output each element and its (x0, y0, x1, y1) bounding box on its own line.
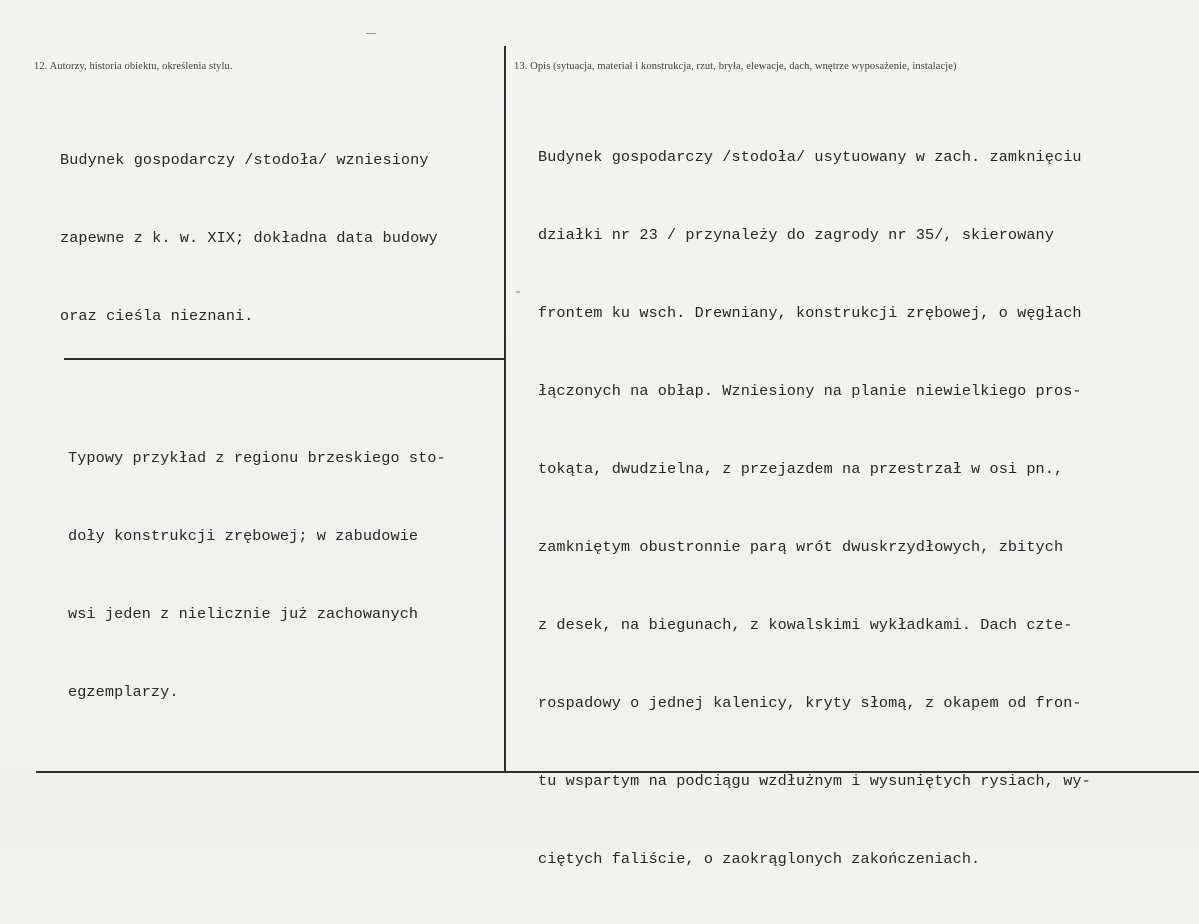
pencil-mark (516, 291, 520, 293)
style-text (68, 393, 446, 757)
authors-line: Budynek gospodarczy /stodoła/ wzniesiony (60, 151, 429, 169)
top-mark (366, 33, 376, 34)
style-line: doły konstrukcji zrębowej; w zabudowie (68, 527, 419, 545)
description-line: ciętych faliście, o zaokrąglonych zakończeniach. (538, 850, 981, 868)
authors-line: zapewne z k. w. XIX; dokładna data budowy (60, 229, 438, 247)
authors-text (60, 95, 438, 381)
description-line: tu wspartym na podciągu wzdłużnym i wysuniętych rysiach, wy- (538, 772, 1091, 790)
description-line: łączonych na obłap. Wzniesiony na planie niewielkiego pros- (538, 382, 1082, 400)
description-line: działki nr 23 / przynależy do zagrody nr 35/, skierowany (538, 226, 1054, 244)
description-line: z desek, na biegunach, z kowalskimi wykładkami. Dach czte- (538, 616, 1073, 634)
style-line: wsi jeden z nielicznie już zachowanych (68, 605, 419, 623)
description-text (538, 92, 1091, 924)
description-line: tokąta, dwudzielna, z przejazdem na przestrzał w osi pn., (538, 460, 1064, 478)
style-line: egzemplarzy. (68, 683, 179, 701)
description-line: frontem ku wsch. Drewniany, konstrukcji zrębowej, o węgłach (538, 304, 1082, 322)
section-13-header: 13. Opis (sytuacja, materiał i konstrukcja, rzut, bryła, elewacje, dach, wnętrze wyposażenie, instalacje) (514, 61, 957, 72)
style-line: Typowy przykład z regionu brzeskiego sto- (68, 449, 446, 467)
authors-line: oraz cieśla nieznani. (60, 307, 254, 325)
section-12-header: 12. Autorzy, historia obiektu, określenia stylu. (34, 61, 233, 72)
description-line: Budynek gospodarczy /stodoła/ usytuowany w zach. zamknięciu (538, 148, 1082, 166)
vertical-divider (504, 46, 506, 771)
description-line: rospadowy o jednej kalenicy, kryty słomą, z okapem od fron- (538, 694, 1082, 712)
description-line: zamkniętym obustronnie parą wrót dwuskrzydłowych, zbitych (538, 538, 1064, 556)
